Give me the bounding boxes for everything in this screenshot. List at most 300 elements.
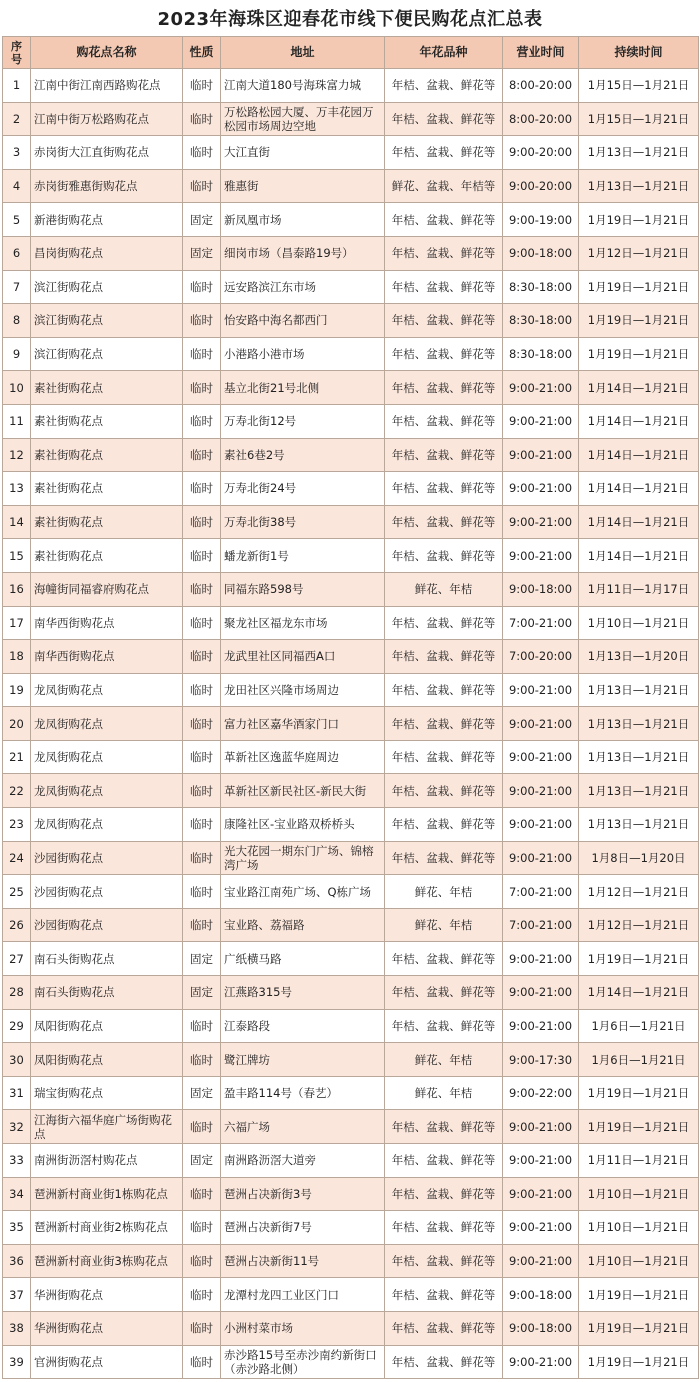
point-address: 素社6巷2号	[221, 438, 385, 472]
flower-variety: 年桔、盆栽、鲜花等	[385, 1345, 503, 1379]
point-address: 琶洲占决新街3号	[221, 1177, 385, 1211]
row-number: 29	[3, 1009, 31, 1043]
business-hours: 9:00-21:00	[503, 371, 579, 405]
business-hours: 9:00-21:00	[503, 1211, 579, 1245]
point-address: 康隆社区-宝业路双桥桥头	[221, 808, 385, 842]
header-name: 购花点名称	[31, 37, 183, 69]
point-name: 南石头街购花点	[31, 976, 183, 1010]
duration-dates: 1月14日—1月21日	[579, 505, 699, 539]
row-number: 24	[3, 841, 31, 875]
duration-dates: 1月13日—1月21日	[579, 673, 699, 707]
point-name: 滨江街购花点	[31, 304, 183, 338]
business-hours: 9:00-21:00	[503, 774, 579, 808]
duration-dates: 1月19日—1月21日	[579, 942, 699, 976]
point-type: 固定	[183, 236, 221, 270]
row-number: 37	[3, 1278, 31, 1312]
point-address: 雅惠街	[221, 169, 385, 203]
point-address: 琶洲占决新街11号	[221, 1244, 385, 1278]
row-number: 38	[3, 1311, 31, 1345]
point-name: 龙凤街购花点	[31, 808, 183, 842]
row-number: 26	[3, 908, 31, 942]
flower-variety: 年桔、盆栽、鲜花等	[385, 69, 503, 103]
business-hours: 9:00-21:00	[503, 673, 579, 707]
point-name: 龙凤街购花点	[31, 740, 183, 774]
point-name: 素社街购花点	[31, 505, 183, 539]
row-number: 30	[3, 1043, 31, 1077]
point-name: 南华西街购花点	[31, 640, 183, 674]
row-number: 8	[3, 304, 31, 338]
flower-variety: 年桔、盆栽、鲜花等	[385, 236, 503, 270]
duration-dates: 1月14日—1月21日	[579, 371, 699, 405]
business-hours: 9:00-21:00	[503, 976, 579, 1010]
header-row	[3, 37, 699, 69]
point-name: 海幢街同福睿府购花点	[31, 572, 183, 606]
business-hours: 9:00-22:00	[503, 1076, 579, 1110]
point-name: 凤阳街购花点	[31, 1009, 183, 1043]
point-name: 素社街购花点	[31, 472, 183, 506]
point-type: 固定	[183, 942, 221, 976]
point-address: 革新社区新民社区-新民大街	[221, 774, 385, 808]
flower-variety: 年桔、盆栽、鲜花等	[385, 640, 503, 674]
row-number: 39	[3, 1345, 31, 1379]
duration-dates: 1月6日—1月21日	[579, 1009, 699, 1043]
duration-dates: 1月19日—1月21日	[579, 1278, 699, 1312]
business-hours: 9:00-21:00	[503, 472, 579, 506]
row-number: 4	[3, 169, 31, 203]
flower-variety: 年桔、盆栽、鲜花等	[385, 740, 503, 774]
point-name: 赤岗街雅惠街购花点	[31, 169, 183, 203]
table-row	[3, 1311, 699, 1345]
point-type: 临时	[183, 673, 221, 707]
duration-dates: 1月12日—1月21日	[579, 875, 699, 909]
row-number: 28	[3, 976, 31, 1010]
point-address: 龙武里社区同福西A口	[221, 640, 385, 674]
point-type: 临时	[183, 337, 221, 371]
point-type: 临时	[183, 774, 221, 808]
business-hours: 9:00-21:00	[503, 707, 579, 741]
business-hours: 9:00-21:00	[503, 942, 579, 976]
flower-variety: 年桔、盆栽、鲜花等	[385, 1211, 503, 1245]
flower-variety: 年桔、盆栽、鲜花等	[385, 539, 503, 573]
point-address: 南洲路沥滘大道旁	[221, 1144, 385, 1178]
table-row	[3, 673, 699, 707]
table-row	[3, 1110, 699, 1144]
point-name: 南石头街购花点	[31, 942, 183, 976]
point-address: 基立北街21号北侧	[221, 371, 385, 405]
point-type: 临时	[183, 1043, 221, 1077]
duration-dates: 1月10日—1月21日	[579, 1177, 699, 1211]
row-number: 18	[3, 640, 31, 674]
point-type: 临时	[183, 1345, 221, 1379]
point-type: 临时	[183, 875, 221, 909]
row-number: 35	[3, 1211, 31, 1245]
table-row	[3, 808, 699, 842]
row-number: 7	[3, 270, 31, 304]
duration-dates: 1月6日—1月21日	[579, 1043, 699, 1077]
row-number: 11	[3, 404, 31, 438]
table-row	[3, 304, 699, 338]
flower-variety: 年桔、盆栽、鲜花等	[385, 774, 503, 808]
point-name: 华洲街购花点	[31, 1311, 183, 1345]
point-name: 龙凤街购花点	[31, 673, 183, 707]
duration-dates: 1月14日—1月21日	[579, 976, 699, 1010]
duration-dates: 1月19日—1月21日	[579, 337, 699, 371]
flower-variety: 年桔、盆栽、鲜花等	[385, 438, 503, 472]
table-row	[3, 102, 699, 136]
point-type: 临时	[183, 1177, 221, 1211]
flower-variety: 鲜花、年桔	[385, 1076, 503, 1110]
flower-variety: 年桔、盆栽、鲜花等	[385, 841, 503, 875]
point-type: 临时	[183, 640, 221, 674]
flower-variety: 年桔、盆栽、鲜花等	[385, 203, 503, 237]
row-number: 20	[3, 707, 31, 741]
business-hours: 9:00-21:00	[503, 841, 579, 875]
header-hours: 营业时间	[503, 37, 579, 69]
point-type: 临时	[183, 740, 221, 774]
point-type: 临时	[183, 472, 221, 506]
point-address: 宝业路、荔福路	[221, 908, 385, 942]
point-address: 小洲村菜市场	[221, 1311, 385, 1345]
point-name: 凤阳街购花点	[31, 1043, 183, 1077]
point-address: 广纸横马路	[221, 942, 385, 976]
business-hours: 8:30-18:00	[503, 304, 579, 338]
point-type: 临时	[183, 136, 221, 170]
table-row	[3, 1211, 699, 1245]
table-row	[3, 908, 699, 942]
row-number: 33	[3, 1144, 31, 1178]
point-address: 同福东路598号	[221, 572, 385, 606]
duration-dates: 1月12日—1月21日	[579, 908, 699, 942]
business-hours: 7:00-21:00	[503, 875, 579, 909]
point-address: 六福广场	[221, 1110, 385, 1144]
table-row	[3, 707, 699, 741]
duration-dates: 1月11日—1月21日	[579, 1144, 699, 1178]
point-name: 赤岗街大江直街购花点	[31, 136, 183, 170]
row-number: 17	[3, 606, 31, 640]
table-row	[3, 942, 699, 976]
business-hours: 9:00-19:00	[503, 203, 579, 237]
page-title: 2023年海珠区迎春花市线下便民购花点汇总表	[157, 9, 543, 30]
flower-variety: 年桔、盆栽、鲜花等	[385, 102, 503, 136]
point-name: 沙园街购花点	[31, 875, 183, 909]
point-type: 固定	[183, 1076, 221, 1110]
point-address: 江泰路段	[221, 1009, 385, 1043]
duration-dates: 1月13日—1月21日	[579, 740, 699, 774]
row-number: 3	[3, 136, 31, 170]
table-row	[3, 774, 699, 808]
table-row	[3, 169, 699, 203]
flower-variety: 年桔、盆栽、鲜花等	[385, 808, 503, 842]
business-hours: 9:00-21:00	[503, 1009, 579, 1043]
business-hours: 7:00-21:00	[503, 606, 579, 640]
point-address: 琶洲占决新街7号	[221, 1211, 385, 1245]
business-hours: 9:00-17:30	[503, 1043, 579, 1077]
point-type: 临时	[183, 808, 221, 842]
point-address: 大江直街	[221, 136, 385, 170]
flower-variety: 鲜花、年桔	[385, 572, 503, 606]
duration-dates: 1月19日—1月21日	[579, 304, 699, 338]
header-no: 序号	[3, 37, 31, 69]
point-type: 临时	[183, 102, 221, 136]
duration-dates: 1月8日—1月20日	[579, 841, 699, 875]
point-name: 沙园街购花点	[31, 841, 183, 875]
point-name: 昌岗街购花点	[31, 236, 183, 270]
table-row	[3, 1009, 699, 1043]
point-address: 小港路小港市场	[221, 337, 385, 371]
table-row	[3, 1345, 699, 1379]
duration-dates: 1月12日—1月21日	[579, 236, 699, 270]
table-row	[3, 69, 699, 103]
flower-variety: 年桔、盆栽、鲜花等	[385, 304, 503, 338]
point-address: 蟠龙新街1号	[221, 539, 385, 573]
point-type: 临时	[183, 438, 221, 472]
flower-variety: 年桔、盆栽、鲜花等	[385, 707, 503, 741]
flower-variety: 年桔、盆栽、鲜花等	[385, 136, 503, 170]
row-number: 31	[3, 1076, 31, 1110]
table-row	[3, 337, 699, 371]
table-row	[3, 572, 699, 606]
point-address: 赤沙路15号至赤沙南约新街口（赤沙路北侧）	[221, 1345, 385, 1379]
point-address: 盈丰路114号（春艺）	[221, 1076, 385, 1110]
flower-variety: 年桔、盆栽、鲜花等	[385, 1244, 503, 1278]
business-hours: 7:00-21:00	[503, 908, 579, 942]
duration-dates: 1月14日—1月21日	[579, 472, 699, 506]
point-name: 华洲街购花点	[31, 1278, 183, 1312]
flower-variety: 年桔、盆栽、鲜花等	[385, 371, 503, 405]
duration-dates: 1月19日—1月21日	[579, 1110, 699, 1144]
business-hours: 9:00-21:00	[503, 1345, 579, 1379]
table-row	[3, 740, 699, 774]
business-hours: 9:00-21:00	[503, 1144, 579, 1178]
header-duration: 持续时间	[579, 37, 699, 69]
business-hours: 8:30-18:00	[503, 337, 579, 371]
table-row	[3, 1043, 699, 1077]
duration-dates: 1月19日—1月21日	[579, 203, 699, 237]
point-type: 临时	[183, 707, 221, 741]
table-row	[3, 539, 699, 573]
business-hours: 9:00-18:00	[503, 572, 579, 606]
duration-dates: 1月10日—1月21日	[579, 1211, 699, 1245]
flower-variety: 年桔、盆栽、鲜花等	[385, 337, 503, 371]
point-name: 素社街购花点	[31, 404, 183, 438]
business-hours: 9:00-21:00	[503, 438, 579, 472]
row-number: 15	[3, 539, 31, 573]
flower-variety: 年桔、盆栽、鲜花等	[385, 942, 503, 976]
point-address: 江南大道180号海珠富力城	[221, 69, 385, 103]
flower-variety: 年桔、盆栽、鲜花等	[385, 1278, 503, 1312]
table-row	[3, 1076, 699, 1110]
point-name: 新港街购花点	[31, 203, 183, 237]
row-number: 25	[3, 875, 31, 909]
business-hours: 8:30-18:00	[503, 270, 579, 304]
point-address: 光大花园一期东门广场、锦榕湾广场	[221, 841, 385, 875]
duration-dates: 1月19日—1月21日	[579, 1345, 699, 1379]
flower-variety: 年桔、盆栽、鲜花等	[385, 1144, 503, 1178]
point-name: 素社街购花点	[31, 539, 183, 573]
flower-variety: 年桔、盆栽、鲜花等	[385, 404, 503, 438]
point-name: 龙凤街购花点	[31, 707, 183, 741]
business-hours: 8:00-20:00	[503, 102, 579, 136]
point-address: 万寿北街38号	[221, 505, 385, 539]
point-address: 龙田社区兴隆市场周边	[221, 673, 385, 707]
duration-dates: 1月15日—1月21日	[579, 69, 699, 103]
row-number: 14	[3, 505, 31, 539]
flower-variety: 年桔、盆栽、鲜花等	[385, 505, 503, 539]
table-row	[3, 236, 699, 270]
business-hours: 9:00-21:00	[503, 1177, 579, 1211]
row-number: 13	[3, 472, 31, 506]
business-hours: 9:00-21:00	[503, 1244, 579, 1278]
duration-dates: 1月13日—1月21日	[579, 136, 699, 170]
duration-dates: 1月19日—1月21日	[579, 1076, 699, 1110]
duration-dates: 1月14日—1月21日	[579, 404, 699, 438]
table-row	[3, 1177, 699, 1211]
point-name: 官洲街购花点	[31, 1345, 183, 1379]
business-hours: 9:00-18:00	[503, 236, 579, 270]
flower-variety: 年桔、盆栽、鲜花等	[385, 1311, 503, 1345]
point-type: 临时	[183, 841, 221, 875]
business-hours: 9:00-18:00	[503, 1278, 579, 1312]
flower-variety: 年桔、盆栽、鲜花等	[385, 1110, 503, 1144]
point-type: 临时	[183, 304, 221, 338]
flower-variety: 年桔、盆栽、鲜花等	[385, 673, 503, 707]
table-row	[3, 640, 699, 674]
duration-dates: 1月19日—1月21日	[579, 270, 699, 304]
row-number: 6	[3, 236, 31, 270]
flower-variety: 鲜花、年桔	[385, 908, 503, 942]
table-body	[3, 69, 699, 1379]
header-type: 性质	[183, 37, 221, 69]
table-row	[3, 203, 699, 237]
header-address: 地址	[221, 37, 385, 69]
row-number: 5	[3, 203, 31, 237]
row-number: 21	[3, 740, 31, 774]
point-name: 琶洲新村商业街3栋购花点	[31, 1244, 183, 1278]
row-number: 1	[3, 69, 31, 103]
table-row	[3, 976, 699, 1010]
point-name: 素社街购花点	[31, 371, 183, 405]
point-type: 临时	[183, 1311, 221, 1345]
point-name: 南华西街购花点	[31, 606, 183, 640]
point-type: 临时	[183, 404, 221, 438]
point-name: 龙凤街购花点	[31, 774, 183, 808]
point-name: 滨江街购花点	[31, 270, 183, 304]
point-type: 临时	[183, 169, 221, 203]
business-hours: 9:00-21:00	[503, 1110, 579, 1144]
point-name: 江南中街万松路购花点	[31, 102, 183, 136]
point-type: 临时	[183, 539, 221, 573]
point-address: 万寿北街24号	[221, 472, 385, 506]
point-name: 素社街购花点	[31, 438, 183, 472]
row-number: 12	[3, 438, 31, 472]
table-row	[3, 270, 699, 304]
point-type: 临时	[183, 69, 221, 103]
row-number: 27	[3, 942, 31, 976]
point-address: 怡安路中海名都西门	[221, 304, 385, 338]
point-name: 琶洲新村商业街1栋购花点	[31, 1177, 183, 1211]
point-address: 远安路滨江东市场	[221, 270, 385, 304]
table-row	[3, 438, 699, 472]
point-address: 宝业路江南苑广场、Q栋广场	[221, 875, 385, 909]
duration-dates: 1月10日—1月21日	[579, 1244, 699, 1278]
flower-variety: 年桔、盆栽、鲜花等	[385, 270, 503, 304]
duration-dates: 1月14日—1月21日	[579, 539, 699, 573]
point-address: 万寿北街12号	[221, 404, 385, 438]
business-hours: 9:00-18:00	[503, 1311, 579, 1345]
business-hours: 9:00-20:00	[503, 169, 579, 203]
business-hours: 9:00-21:00	[503, 740, 579, 774]
table-row	[3, 505, 699, 539]
point-type: 临时	[183, 1211, 221, 1245]
row-number: 22	[3, 774, 31, 808]
duration-dates: 1月19日—1月21日	[579, 1311, 699, 1345]
business-hours: 9:00-20:00	[503, 136, 579, 170]
point-type: 临时	[183, 1110, 221, 1144]
table-row	[3, 1278, 699, 1312]
point-address: 革新社区逸蓝华庭周边	[221, 740, 385, 774]
point-name: 琶洲新村商业街2栋购花点	[31, 1211, 183, 1245]
flower-variety: 鲜花、盆栽、年桔等	[385, 169, 503, 203]
point-type: 临时	[183, 270, 221, 304]
point-type: 临时	[183, 572, 221, 606]
point-name: 南洲街沥滘村购花点	[31, 1144, 183, 1178]
point-type: 临时	[183, 606, 221, 640]
point-type: 临时	[183, 371, 221, 405]
duration-dates: 1月13日—1月21日	[579, 808, 699, 842]
row-number: 19	[3, 673, 31, 707]
point-type: 固定	[183, 1144, 221, 1178]
duration-dates: 1月13日—1月21日	[579, 707, 699, 741]
table-row	[3, 136, 699, 170]
table-row	[3, 472, 699, 506]
table-row	[3, 404, 699, 438]
row-number: 23	[3, 808, 31, 842]
duration-dates: 1月13日—1月21日	[579, 169, 699, 203]
row-number: 10	[3, 371, 31, 405]
header-variety: 年花品种	[385, 37, 503, 69]
flower-variety: 年桔、盆栽、鲜花等	[385, 1009, 503, 1043]
flower-variety: 年桔、盆栽、鲜花等	[385, 472, 503, 506]
business-hours: 8:00-20:00	[503, 69, 579, 103]
business-hours: 9:00-21:00	[503, 539, 579, 573]
flower-variety: 年桔、盆栽、鲜花等	[385, 606, 503, 640]
row-number: 32	[3, 1110, 31, 1144]
point-address: 龙潭村龙四工业区门口	[221, 1278, 385, 1312]
table-row	[3, 606, 699, 640]
point-name: 滨江街购花点	[31, 337, 183, 371]
flower-variety: 鲜花、年桔	[385, 875, 503, 909]
point-address: 新凤凰市场	[221, 203, 385, 237]
business-hours: 9:00-21:00	[503, 404, 579, 438]
flower-variety: 年桔、盆栽、鲜花等	[385, 1177, 503, 1211]
point-type: 临时	[183, 908, 221, 942]
row-number: 16	[3, 572, 31, 606]
table-row	[3, 371, 699, 405]
flower-variety: 鲜花、年桔	[385, 1043, 503, 1077]
duration-dates: 1月13日—1月20日	[579, 640, 699, 674]
point-name: 江南中街江南西路购花点	[31, 69, 183, 103]
point-address: 江燕路315号	[221, 976, 385, 1010]
duration-dates: 1月15日—1月21日	[579, 102, 699, 136]
point-address: 富力社区嘉华酒家门口	[221, 707, 385, 741]
flower-points-table	[2, 36, 699, 1379]
point-type: 临时	[183, 505, 221, 539]
table-row	[3, 841, 699, 875]
duration-dates: 1月10日—1月21日	[579, 606, 699, 640]
business-hours: 9:00-21:00	[503, 505, 579, 539]
business-hours: 7:00-20:00	[503, 640, 579, 674]
point-name: 沙园街购花点	[31, 908, 183, 942]
